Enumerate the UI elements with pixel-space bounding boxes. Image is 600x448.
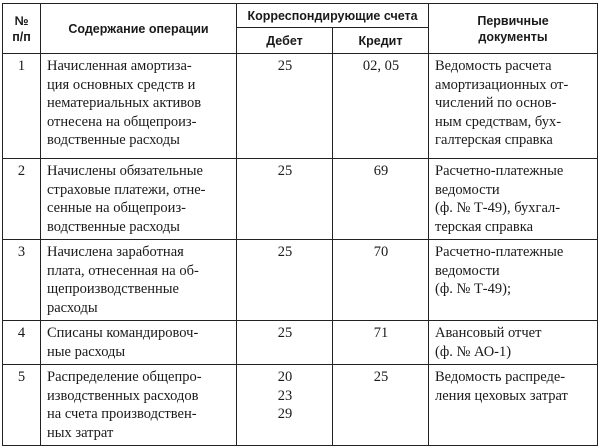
row-docs: Авансовый отчет (ф. № АО-1)	[429, 321, 598, 365]
row-number: 1	[3, 54, 41, 159]
row-content: Списаны командировоч- ные расходы	[41, 321, 237, 365]
row-debit: 25	[237, 159, 333, 240]
row-docs: Расчетно-платежные ведомости (ф. № Т-49);	[429, 240, 598, 321]
row-content: Начислены обязательные страховые платежи, отне- сенные на общепроиз- водственные расходы	[41, 159, 237, 240]
row-credit: 71	[333, 321, 429, 365]
header-debit: Дебет	[237, 28, 333, 54]
row-credit: 70	[333, 240, 429, 321]
row-credit: 02, 05	[333, 54, 429, 159]
row-debit: 25	[237, 240, 333, 321]
header-accounts: Корреспондирующие счета	[237, 4, 429, 28]
row-number: 5	[3, 365, 41, 446]
table-row	[3, 54, 598, 159]
row-debit: 25	[237, 321, 333, 365]
row-docs: Ведомость распреде- ления цеховых затрат	[429, 365, 598, 446]
row-number: 4	[3, 321, 41, 365]
table-row	[3, 240, 598, 321]
header-credit: Кредит	[333, 28, 429, 54]
row-content: Распределение общепро- изводственных расходов на счета производствен- ных затрат	[41, 365, 237, 446]
header-docs: Первичные документы	[429, 4, 598, 54]
row-content: Начисленная амортиза- ция основных средств и нематериальных активов отнесена на общепроиз- водственные расходы	[41, 54, 237, 159]
header-num: № п/п	[3, 4, 41, 54]
row-content: Начислена заработная плата, отнесенная на об- щепроизводственные расходы	[41, 240, 237, 321]
row-number: 2	[3, 159, 41, 240]
operations-table	[2, 3, 598, 446]
header-content: Содержание операции	[41, 4, 237, 54]
header-row	[3, 4, 598, 28]
row-docs: Расчетно-платежные ведомости (ф. № Т-49), бухгал- терская справка	[429, 159, 598, 240]
table-row	[3, 321, 598, 365]
row-docs: Ведомость расчета амортизационных от- числений по основ- ным средствам, бух- галтерская справка	[429, 54, 598, 159]
row-credit: 69	[333, 159, 429, 240]
row-debit: 25	[237, 54, 333, 159]
row-number: 3	[3, 240, 41, 321]
table-row	[3, 365, 598, 446]
row-debit: 20 23 29	[237, 365, 333, 446]
table-row	[3, 159, 598, 240]
row-credit: 25	[333, 365, 429, 446]
